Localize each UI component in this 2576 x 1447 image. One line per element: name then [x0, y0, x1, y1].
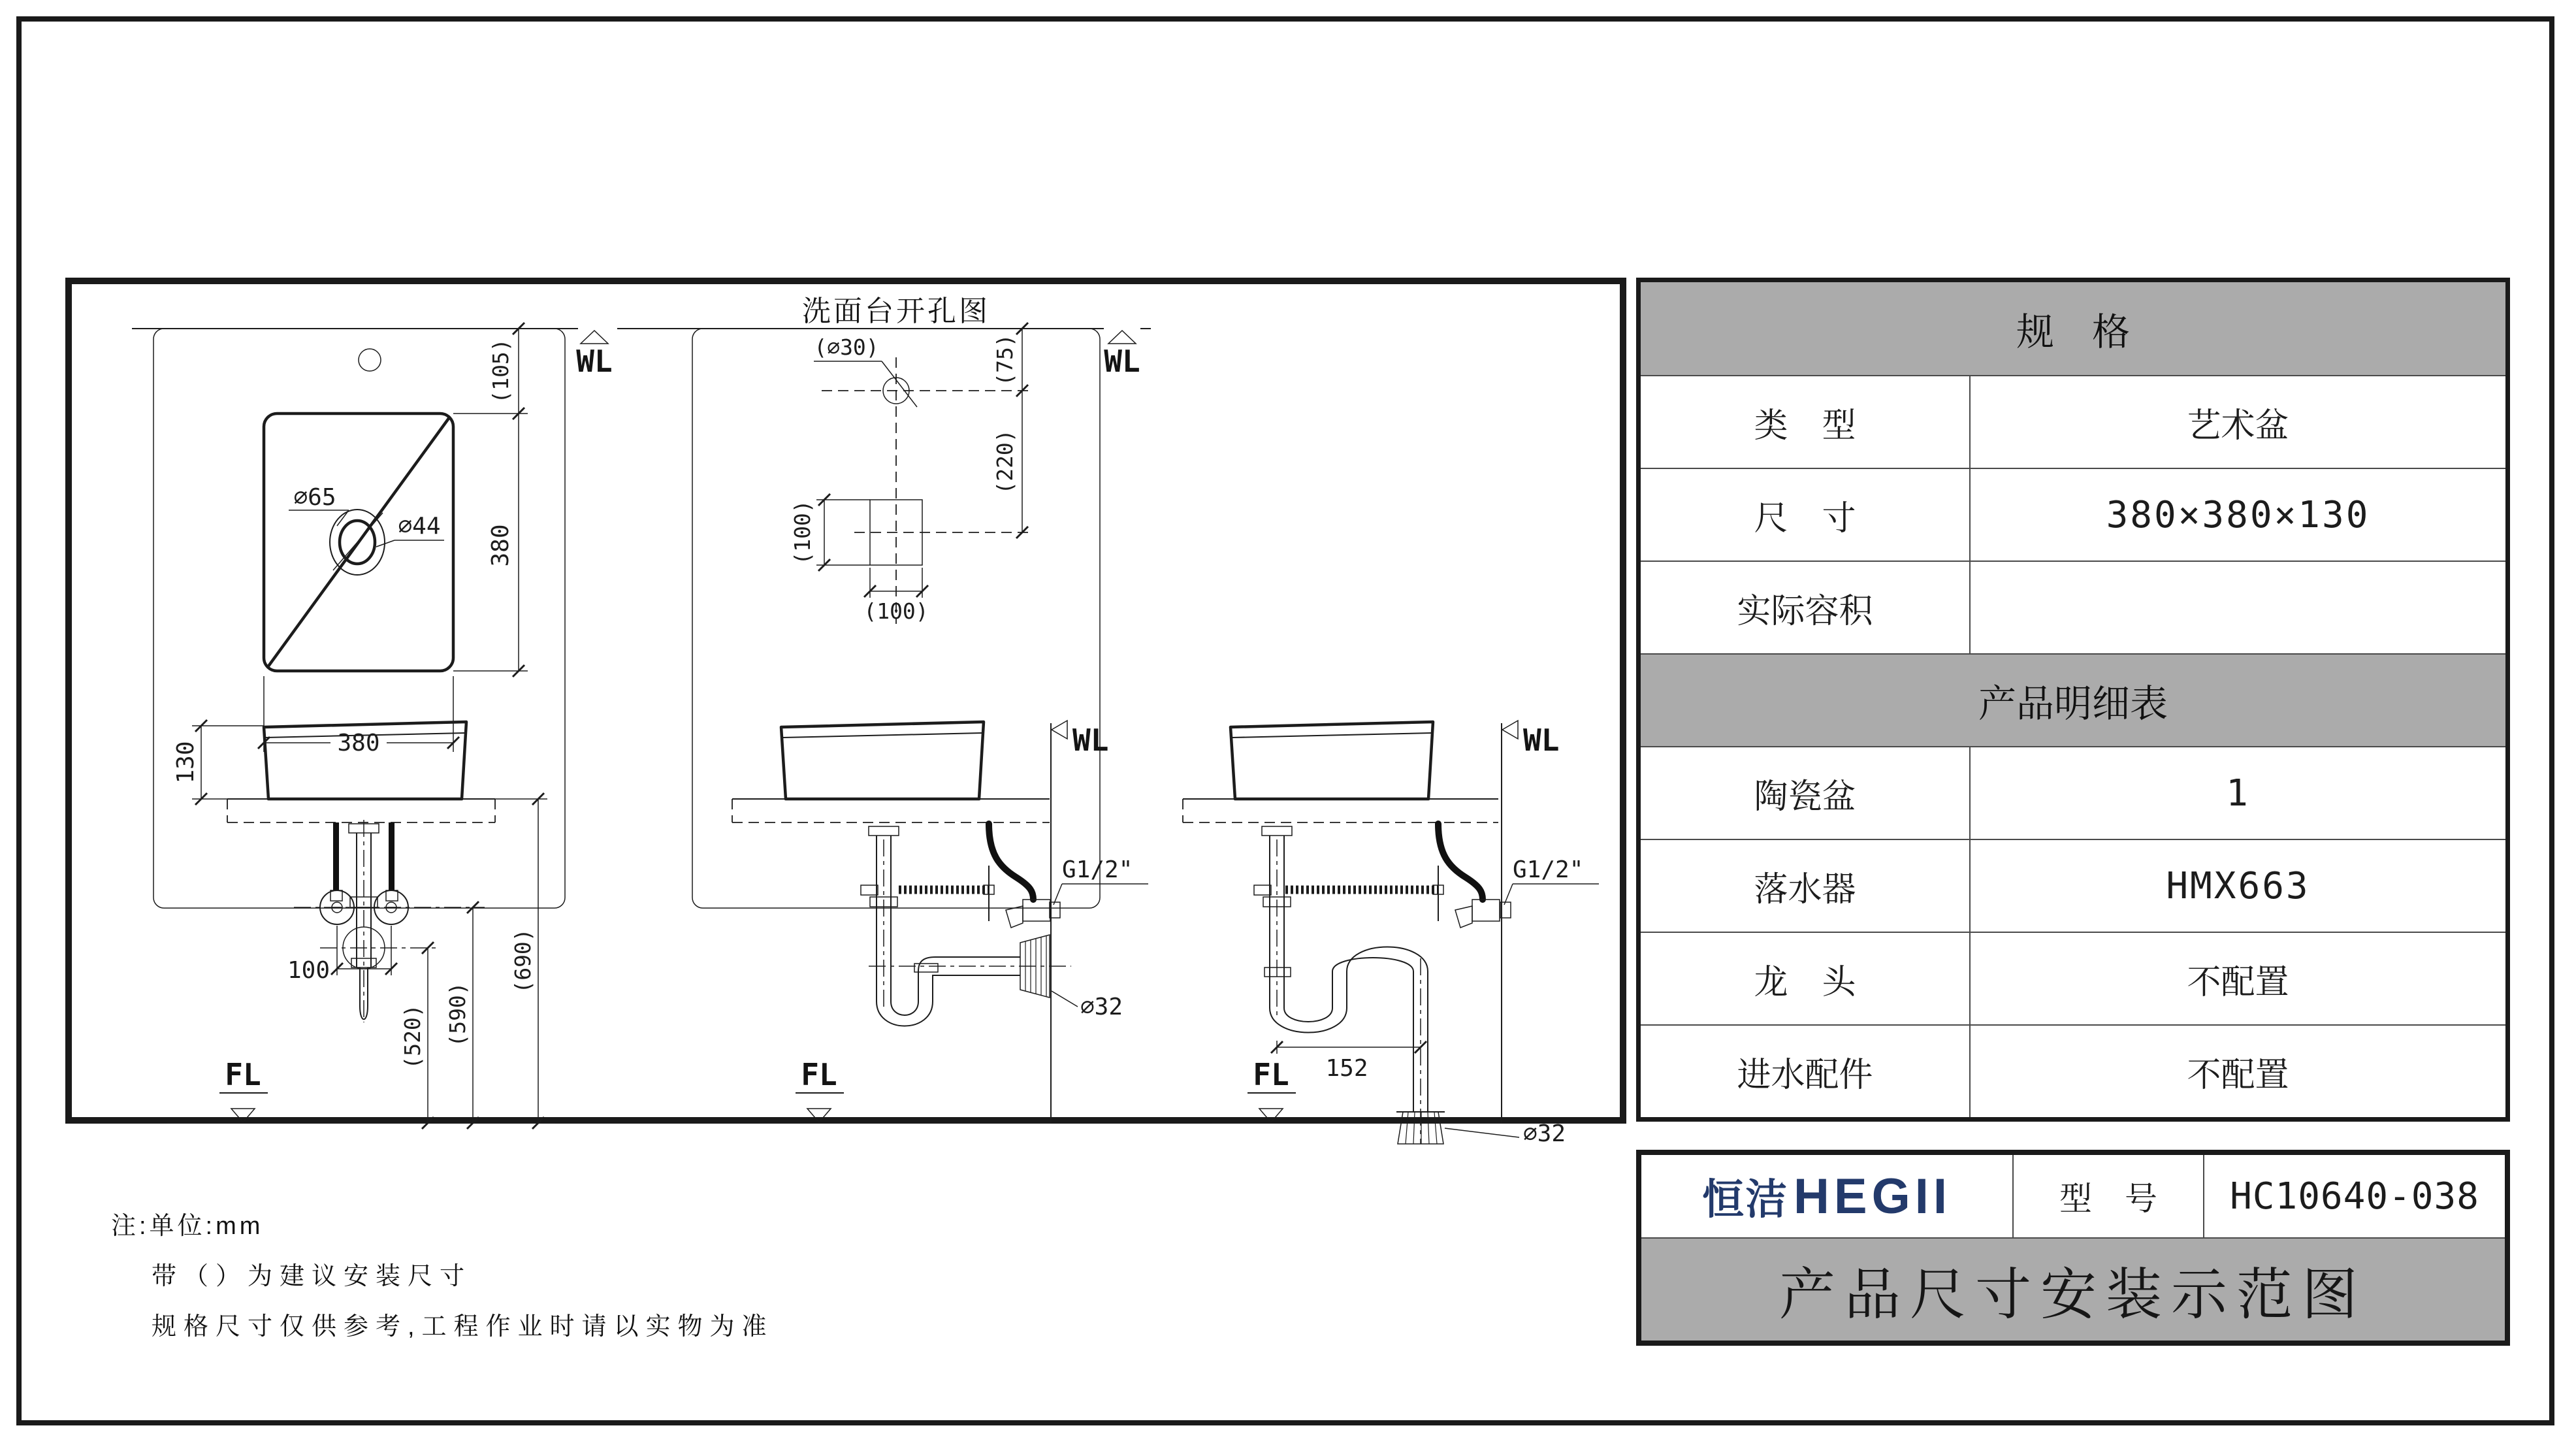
- table-row: [1641, 468, 2505, 561]
- faucet-hole: [359, 349, 381, 371]
- angle-valve: [1472, 900, 1500, 921]
- dia32-label: ∅32: [1523, 1120, 1566, 1147]
- wl-label: WL: [1072, 723, 1109, 758]
- fl-triangle-icon: [1259, 1109, 1283, 1122]
- wl-label: WL: [576, 344, 613, 379]
- front-view-drawing: [167, 720, 555, 1129]
- wl-triangle-icon: [1108, 331, 1136, 344]
- row-label: 尺 寸: [1641, 469, 1971, 561]
- wl-triangle-icon: [581, 331, 608, 344]
- row-label: 陶瓷盆: [1641, 747, 1971, 839]
- brand-chinese: 恒洁: [1702, 1176, 1789, 1223]
- hegii-logo: [1641, 1155, 2014, 1237]
- side-view-wall-drain-drawing: [732, 721, 1148, 1123]
- dia44-label: ∅44: [398, 513, 441, 540]
- side-view-floor-drain-drawing: [1183, 721, 1599, 1147]
- g12-label: G1/2": [1513, 856, 1584, 883]
- row-value: 不配置: [2187, 963, 2289, 1001]
- flexible-hose: [989, 824, 1033, 900]
- installation-drawing-panel: [65, 278, 1626, 1147]
- basin-height-dim: 130: [172, 741, 199, 784]
- sheet-title-banner: 产品尺寸安装示范图: [1641, 1237, 2505, 1341]
- note-line: 注:单位:mm: [111, 1212, 264, 1240]
- hole-offset220-dim: (220): [992, 429, 1018, 495]
- plan-view-drawing: [153, 323, 613, 908]
- model-number: HC10640-038: [2230, 1175, 2479, 1218]
- row-value: [1971, 562, 2505, 653]
- note-line: 规格尺寸仅供参考,工程作业时请以实物为准: [152, 1313, 774, 1341]
- plan-height-dim: 380: [487, 524, 514, 567]
- row-value: 380×380×130: [2106, 493, 2370, 536]
- detail-header: [1641, 653, 2505, 746]
- trap-offset-dim: 152: [1325, 1055, 1368, 1082]
- wl-triangle-icon: [1052, 721, 1067, 739]
- detail-header-text: 产品明细表: [1978, 683, 2168, 725]
- row-value: 艺术盆: [2187, 406, 2289, 445]
- plan-width-dim: 380: [337, 730, 380, 756]
- table-row: [1641, 746, 2505, 839]
- fl-triangle-icon: [807, 1109, 831, 1122]
- spec-header-text: 规 格: [2016, 311, 2130, 353]
- basin-diagonal: [268, 417, 449, 667]
- g12-label: G1/2": [1062, 856, 1133, 883]
- angle-valve: [1023, 900, 1050, 921]
- notes: [111, 1205, 774, 1342]
- brand-english: HEGII: [1794, 1168, 1952, 1224]
- wl-label: WL: [1523, 723, 1560, 758]
- row-value: HMX663: [2166, 864, 2310, 907]
- wl-triangle-icon: [1502, 721, 1518, 739]
- row-label: 类 型: [1641, 376, 1971, 468]
- row-label: 龙 头: [1641, 933, 1971, 1024]
- spec-header: [1641, 282, 2505, 375]
- height520-dim: (520): [400, 1004, 425, 1069]
- row-label: 进水配件: [1641, 1026, 1971, 1117]
- dia32-label: ∅32: [1080, 994, 1123, 1020]
- hole-cutting-drawing: [692, 295, 1140, 908]
- supply-hose: [333, 822, 339, 890]
- table-row: [1641, 561, 2505, 653]
- table-row: [1641, 375, 2505, 468]
- cutout-height-dim: (100): [790, 500, 815, 565]
- table-row: [1641, 839, 2505, 932]
- note-line: 带（）为建议安装尺寸: [152, 1263, 472, 1290]
- row-value: 1: [2226, 772, 2250, 815]
- fl-label: FL: [1253, 1057, 1289, 1092]
- supply-hose: [389, 822, 394, 890]
- technical-drawing-svg: [72, 284, 1620, 1147]
- height690-dim: (690): [510, 928, 536, 994]
- row-value: 不配置: [2187, 1056, 2289, 1094]
- model-label: 型 号: [2014, 1155, 2204, 1237]
- hole-diagram-title: 洗面台开孔图: [802, 295, 990, 327]
- height590-dim: (590): [445, 982, 470, 1047]
- fl-label: FL: [801, 1057, 837, 1092]
- table-row: [1641, 932, 2505, 1024]
- dia30-label: (∅30): [814, 334, 879, 360]
- valve-spacing-dim: 100: [287, 957, 330, 984]
- hole-offset75-dim: (75): [992, 334, 1018, 386]
- fl-label: FL: [225, 1057, 261, 1092]
- plan-offset-dim: (105): [488, 338, 513, 404]
- row-label: 实际容积: [1641, 562, 1971, 653]
- flexible-hose: [1438, 824, 1483, 900]
- wl-label: WL: [1104, 344, 1140, 379]
- dia65-label: ∅65: [293, 484, 336, 511]
- fl-triangle-icon: [231, 1109, 255, 1122]
- cutout-width-dim: (100): [863, 598, 929, 624]
- table-row: [1641, 1024, 2505, 1117]
- title-block: [1636, 1150, 2510, 1346]
- spec-table: [1636, 278, 2510, 1122]
- row-label: 落水器: [1641, 840, 1971, 932]
